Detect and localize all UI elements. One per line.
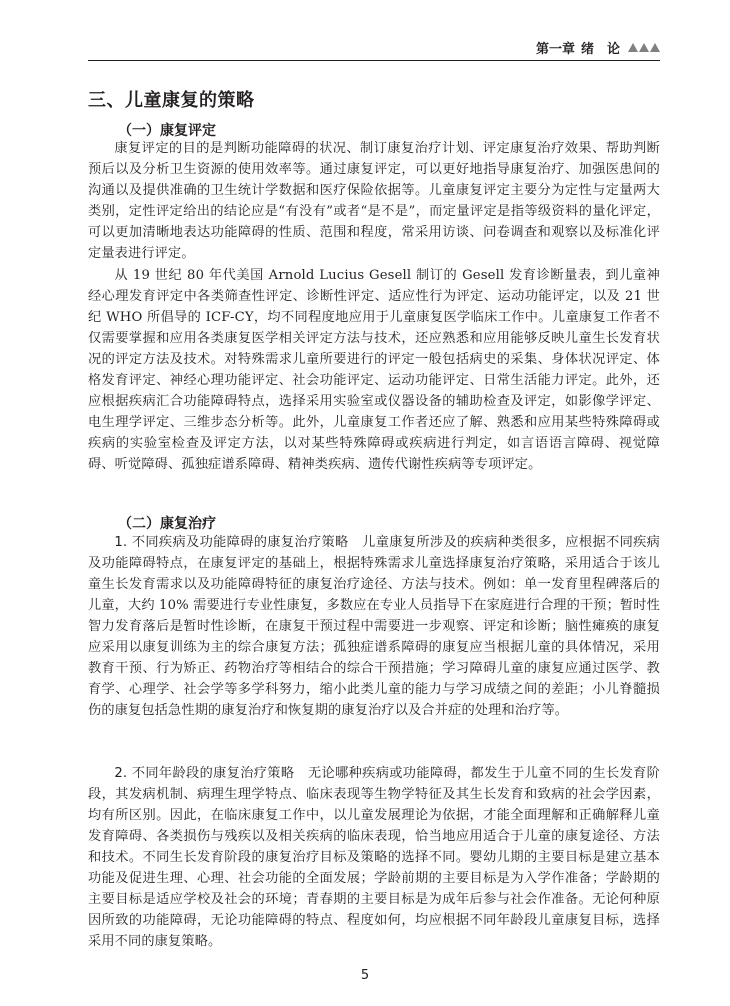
item-text-age: 无论哪种疾病或功能障碍，都发生于儿童不同的生长发育阶段，其发病机制、病理生理学特点、临床表现等生物学特征及其生长发育和致病的社会学因素，均有所区别。因此，在临床康复工作中，以儿童发展理论为依据，才能全面理解和正确解释儿童发育障碍、各类损伤与残疾以及相关疾病的临床表现，恰当地应用适合于儿童的康复途径、方法和技术。不同生长发育阶段的康复治疗目标及策略的选择不同。婴幼儿期的主要目标是建立基本功能及促进生理、心理、社会功能的全面发展；学龄前期的主要目标是为入学作准备；学龄期的主要目标是适应学校及社会的环境；青春期的主要目标是为成年后参与社会作准备。无论何种原因所致的功能障碍，无论功能障碍的特点、程度如何，均应根据不同年龄段儿童康复目标，选择采用不同的康复策略。	[88, 766, 660, 949]
triangle-icon	[650, 43, 660, 52]
section-heading: 三、儿童康复的策略	[88, 90, 255, 111]
paragraph-treatment-by-disease	[88, 532, 660, 721]
paragraph-assessment-methods: 从 19 世纪 80 年代美国 Arnold Lucius Gesell 制订的 Gesell 发育诊断量表，到儿童神经心理发育评定中各类筛查性评定、诊断性评定、适应性行为评定、运动功能评定，以及 21 世纪 WHO 所倡导的 ICF-CY，均不同程度地应用于儿童康复医学临床工作中。儿童康复工作者不仅需要掌握和应用各类康复医学相关评定方法与技术，还应熟悉和应用能够反映儿童生长发育状况的评定方法及技术。对特殊需求儿童所要进行的评定一般包括病史的采集、身体状况评定、体格发育评定、神经心理功能评定、社会功能评定、运动功能评定、日常生活能力评定。此外，还应根据疾病汇合功能障碍特点，选择采用实验室或仪器设备的辅助检查及评定，如影像学评定、电生理学评定、三维步态分析等。此外，儿童康复工作者还应了解、熟悉和应用某些特殊障碍或疾病的实验室检查及评定方法，以对某些特殊障碍或疾病进行判定，如言语语言障碍、视觉障碍、听觉障碍、孤独症谱系障碍、精神类疾病、遗传代谢性疾病等专项评定。	[88, 268, 660, 472]
triangle-icon	[628, 43, 638, 52]
header-rule	[88, 60, 660, 61]
item-lead-age: 2. 不同年龄段的康复治疗策略	[114, 766, 295, 781]
paragraph-treatment-by-age	[88, 763, 660, 952]
subsection-heading-assessment: （一）康复评定	[118, 123, 216, 139]
running-header	[536, 36, 660, 58]
item-lead-disease: 1. 不同疾病及功能障碍的康复治疗策略	[114, 535, 349, 550]
header-title: 绪 论	[580, 41, 620, 57]
paragraph-assessment-purpose: 康复评定的目的是判断功能障碍的状况、制订康复治疗计划、评定康复治疗效果、帮助判断预后以及分析卫生资源的使用效率等。通过康复评定，可以更好地指导康复治疗、加强医患间的沟通以及提供准确的卫生统计学数据和医疗保险依据等。儿童康复评定主要分为定性与定量两大类别，定性评定给出的结论应是“有没有”或者“是不是”，而定量评定是指等级资料的量化评定，可以更加清晰地表达功能障碍的性质、范围和程度，常采用访谈、问卷调查和观察以及标准化评定量表进行评定。	[88, 141, 660, 261]
triangle-icon	[639, 43, 649, 52]
header-triangle-ornament	[628, 43, 660, 52]
header-chapter: 第一章	[535, 41, 575, 57]
item-text-disease: 儿童康复所涉及的疾病种类很多，应根据不同疾病及功能障碍特点，在康复评定的基础上，根据特殊需求儿童选择康复治疗策略，采用适合于该儿童生长发育需求以及功能障碍特征的康复治疗途径、方法与技术。例如：单一发育里程碑落后的儿童，大约 10% 需要进行专业性康复，多数应在专业人员指导下在家庭进行合理的干预；暂时性智力发育落后是暂时性诊断，在康复干预过程中需要进一步观察、评定和诊断；脑性瘫痪的康复应采用以康复训练为主的综合康复方法；孤独症谱系障碍的康复应当根据儿童的具体情况，采用教育干预、行为矫正、药物治疗等相结合的综合干预措施；学习障碍儿童的康复应通过医学、教育学、心理学、社会学等多学科努力，缩小此类儿童的能力与学习成绩之间的差距；小儿脊髓损伤的康复包括急性期的康复治疗和恢复期的康复治疗以及合并症的处理和治疗等。	[88, 535, 660, 718]
page-number: 5	[360, 968, 370, 983]
subsection-heading-treatment: （二）康复治疗	[118, 516, 216, 532]
